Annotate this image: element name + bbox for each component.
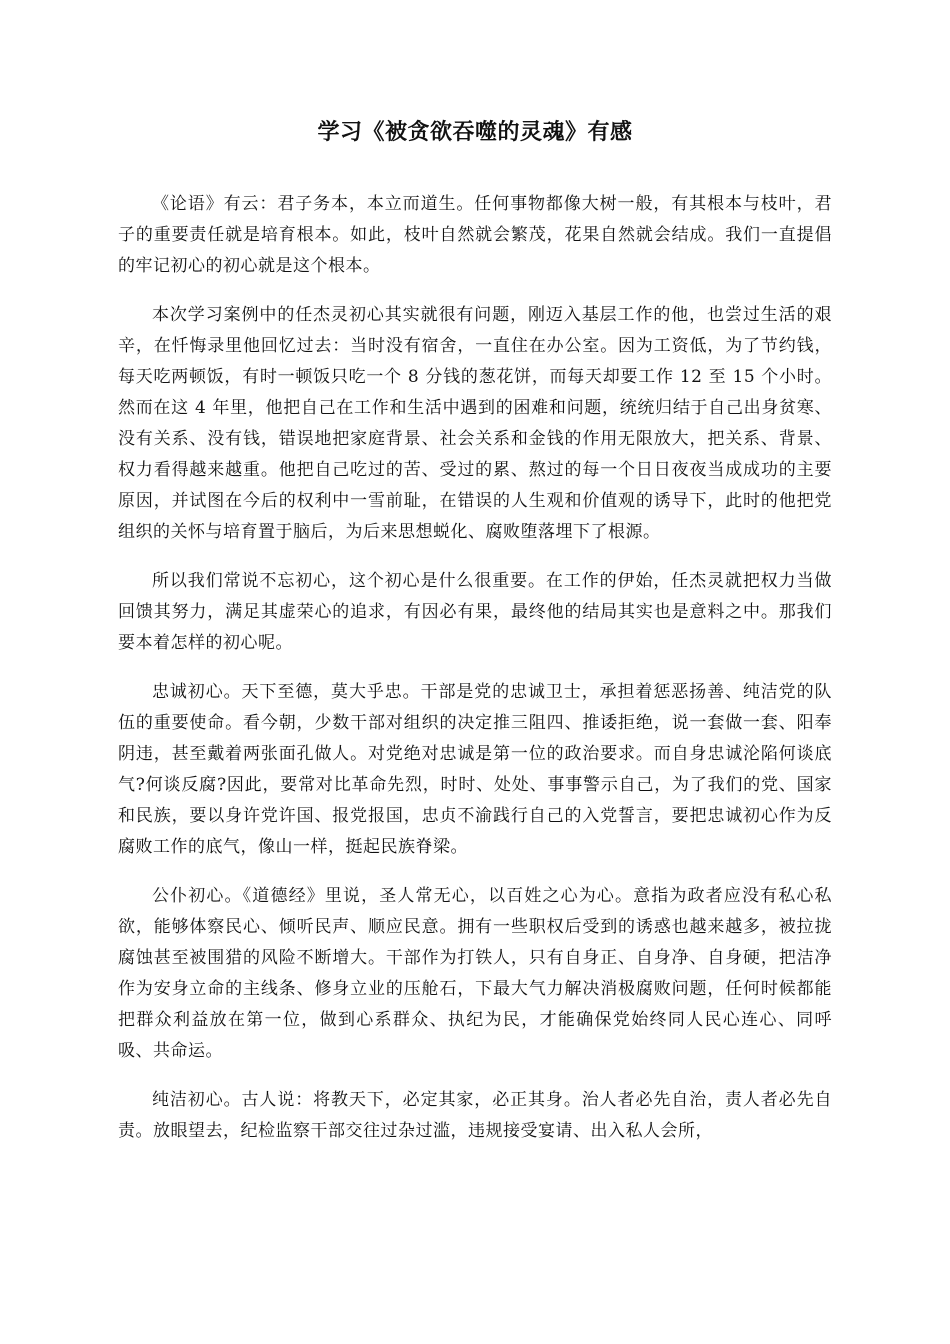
paragraph-4: 忠诚初心。天下至德，莫大乎忠。干部是党的忠诚卫士，承担着惩恶扬善、纯洁党的队伍的重要使命。看今朝，少数干部对组织的决定推三阻四、推诿拒绝，说一套做一套、阳奉阴违，甚至戴着两张面孔做人。对党绝对忠诚是第一位的政治要求。而自身忠诚沦陷何谈底气?何谈反腐?因此，要常对比革命先烈，时时、处处、事事警示自己，为了我们的党、国家和民族，要以身许党许国、报党报国，忠贞不渝践行自己的入党誓言，要把忠诚初心作为反腐败工作的底气，像山一样，挺起民族脊梁。	[118, 682, 832, 857]
paragraph-1: 《论语》有云：君子务本，本立而道生。任何事物都像大树一般，有其根本与枝叶，君子的重要责任就是培育根本。如此，枝叶自然就会繁茂，花果自然就会结成。我们一直提倡的牢记初心的初心就是这个根本。	[118, 194, 832, 276]
paragraph-5: 公仆初心。《道德经》里说，圣人常无心，以百姓之心为心。意指为政者应没有私心私欲，能够体察民心、倾听民声、顺应民意。拥有一些职权后受到的诱惑也越来越多，被拉拢腐蚀甚至被围猎的风险不断增大。干部作为打铁人，只有自身正、自身净、自身硬，把洁净作为安身立命的主线条、修身立业的压舱石，下最大气力解决消极腐败问题，任何时候都能把群众利益放在第一位，做到心系群众、执纪为民，才能确保党始终同人民心连心、同呼吸、共命运。	[118, 886, 832, 1061]
document-title: 学习《被贪欲吞噬的灵魂》有感	[317, 120, 633, 145]
paragraph-3: 所以我们常说不忘初心，这个初心是什么很重要。在工作的伊始，任杰灵就把权力当做回馈其努力，满足其虚荣心的追求，有因必有果，最终他的结局其实也是意料之中。那我们要本着怎样的初心呢。	[118, 571, 832, 653]
paragraph-6: 纯洁初心。古人说：将教天下，必定其家，必正其身。治人者必先自治，责人者必先自责。放眼望去，纪检监察干部交往过杂过滥，违规接受宴请、出入私人会所，	[118, 1090, 832, 1141]
paragraph-2: 本次学习案例中的任杰灵初心其实就很有问题，刚迈入基层工作的他，也尝过生活的艰辛，在忏悔录里他回忆过去：当时没有宿舍，一直住在办公室。因为工资低，为了节约钱，每天吃两顿饭，有时一顿饭只吃一个 8 分钱的葱花饼，而每天却要工作 12 至 15 个小时。然而在这 4 年里，他把自己在工作和生活中遇到的困难和问题，统统归结于自己出身贫寒、没有关系、没有钱，错误地把家庭背景、社会关系和金钱的作用无限放大，把关系、背景、权力看得越来越重。他把自己吃过的苦、受过的累、熬过的每一个日日夜夜当成成功的主要原因，并试图在今后的权利中一雪前耻，在错误的人生观和价值观的诱导下，此时的他把党组织的关怀与培育置于脑后，为后来思想蜕化、腐败堕落埋下了根源。	[118, 305, 832, 542]
